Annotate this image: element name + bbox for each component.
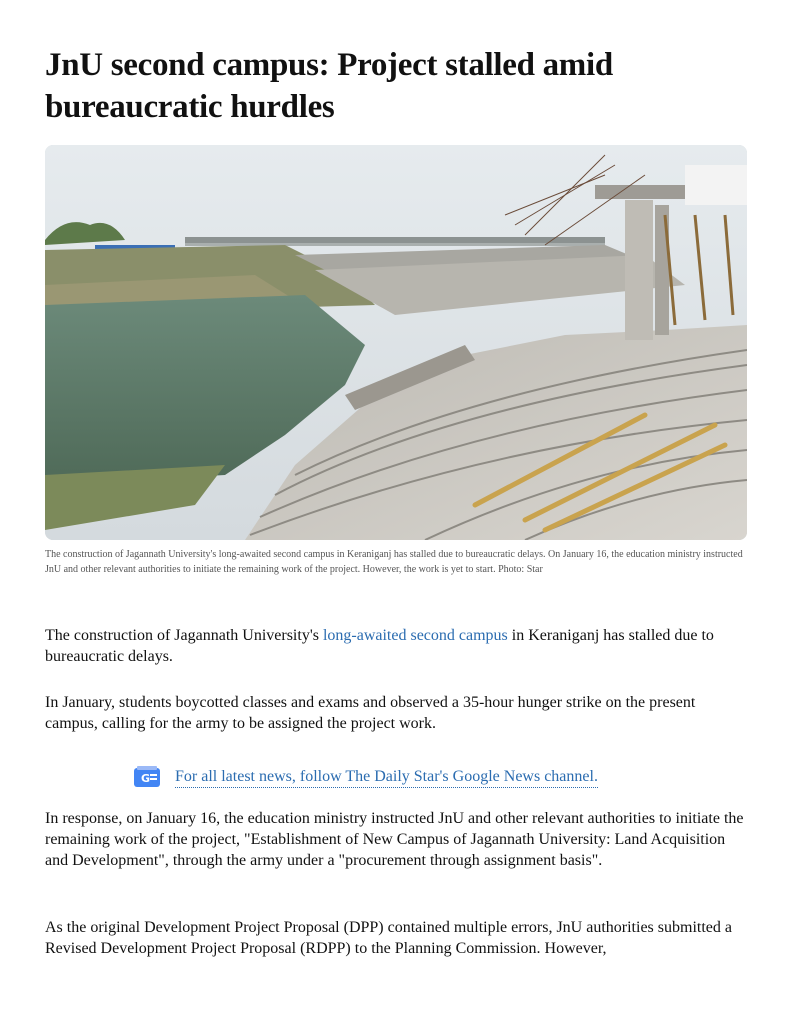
google-news-icon (133, 765, 161, 789)
paragraph-1-text-end: in Keraniganj has stalled due to bureaucratic delays. (45, 627, 714, 665)
article-title: JnU second campus: Project stalled amid bureaucratic hurdles (45, 47, 613, 125)
paragraph-1 (45, 625, 747, 667)
paragraph-4: As the original Development Project Proposal (DPP) contained multiple errors, JnU authorities submitted a Revised Development Project Proposal (RDPP) to the Planning Commission. However, (45, 919, 732, 957)
photo-caption: The construction of Jagannath University's long-awaited second campus in Keraniganj has stalled due to bureaucratic delays. On January 16, the education ministry instructed JnU and other relevant authorities to initiate the remaining work of the project. However, the work is yet to start. Photo: Star (45, 549, 743, 575)
paragraph-3: In response, on January 16, the education ministry instructed JnU and other relevant authorities to initiate the remaining work of the project, "Establishment of New Campus of Jagannath University: Land Acquisition and Development", through the army under a "procurement through assignment basis". (45, 810, 744, 869)
second-campus-link[interactable]: long-awaited second campus (322, 627, 508, 644)
paragraph-1-text-start: The construction of Jagannath University's (45, 627, 323, 644)
paragraph-2: In January, students boycotted classes and exams and observed a 35-hour hunger strike on the present campus, calling for the army to be assigned the project work. (45, 694, 696, 732)
google-news-link[interactable]: For all latest news, follow The Daily Star's Google News channel. (175, 767, 598, 788)
article-photo (45, 145, 747, 540)
google-news-promo[interactable] (133, 762, 598, 792)
google-news-icon-letter: G (141, 772, 151, 785)
